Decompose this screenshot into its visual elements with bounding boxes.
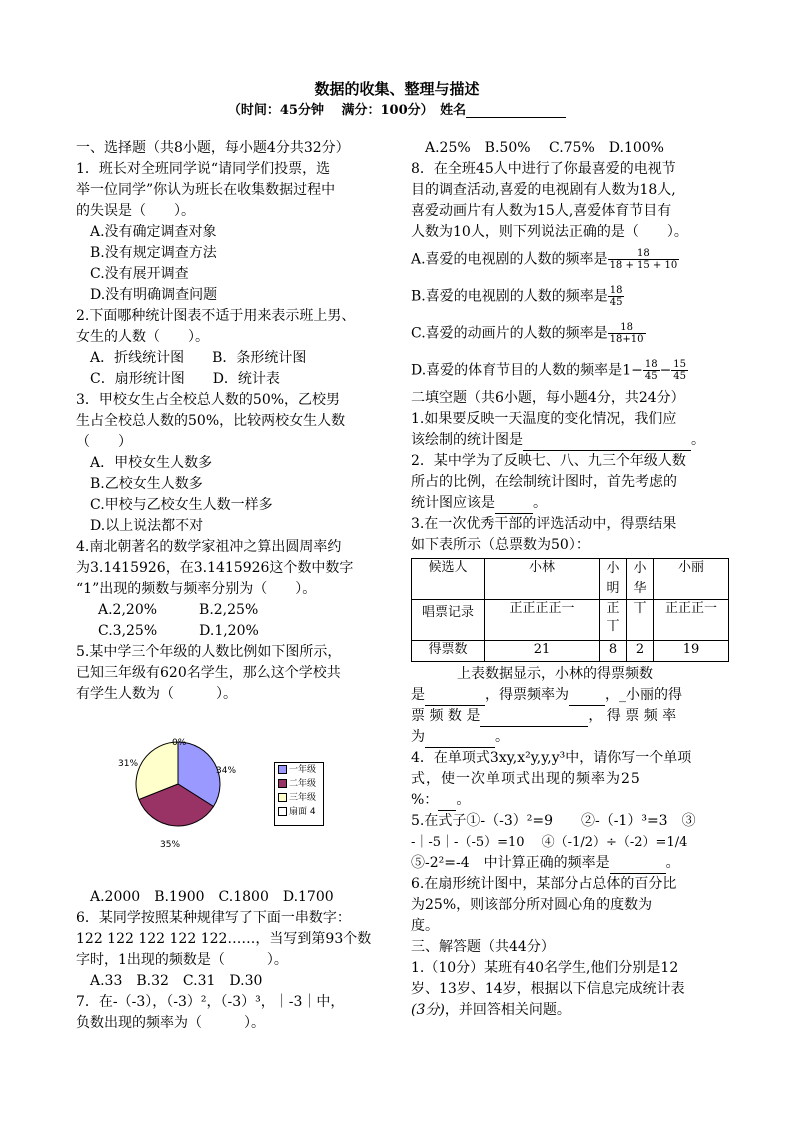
text-line: A.2000 B.1900 C.1800 D.1700	[90, 889, 334, 905]
text-line: 7．在-（-3），（-3）²，（-3）³，｜-3｜中，	[76, 994, 345, 1010]
text-line: D.没有明确调查问题	[90, 287, 218, 303]
table-cell: 2	[627, 641, 654, 662]
text-line: 女生的人数（ ）。	[76, 329, 209, 345]
legend-item: 三年级	[275, 791, 323, 805]
fill-3-line: 票 频 数 是 ， 得 票 频 率	[411, 706, 731, 727]
fill-6: 6.在扇形统计图中，某部分占总体的百分比	[411, 876, 677, 892]
pie-label-left: 31%	[118, 759, 139, 769]
pie-label-right: 34%	[216, 766, 237, 776]
fill-5: 5.在式子①-（-3）²=9 ②-（-1）³=3 ③	[411, 813, 696, 829]
solve-1: 岁、13岁、14岁，根据以下信息完成统计表	[411, 981, 685, 997]
answer-blank[interactable]	[610, 857, 666, 874]
table-cell: 小明	[600, 559, 627, 600]
fill-2-line: 统计图应该是 。	[411, 493, 731, 514]
q8-line: 目的调查活动,喜爱的电视剧有人数为18人,	[411, 182, 676, 198]
text-line: A．折线统计图 B．条形统计图	[90, 350, 307, 366]
fill-3: 如下表所示（总票数为50）：	[411, 537, 590, 553]
legend-swatch	[278, 765, 287, 774]
fill-2: 2．某中学为了反映七、八、九三个年级人数	[411, 453, 686, 469]
q8-option-d: D.喜爱的体育节目的人数的频率是1− $\frac{18}{45}$ − $\frac{15}{45}$	[411, 359, 687, 382]
table-cell: 19	[654, 641, 729, 662]
pie-label-top: 0%	[172, 738, 187, 748]
left-column-bottom	[76, 887, 396, 1034]
text-line: （ ）	[76, 434, 132, 450]
answer-blank[interactable]	[425, 731, 495, 748]
q8-option-a: A.喜爱的电视剧的人数的频率是 $\frac{18}{18 + 15 + 10}$	[411, 248, 678, 271]
table-cell: 正丅	[600, 600, 627, 641]
table-cell: 21	[485, 641, 600, 662]
fill-3: 上表数据显示，小林的得票频数	[457, 666, 653, 682]
text-line: 3．甲校女生占全校总人数的50%，乙校男	[76, 392, 341, 408]
text-line: 5.某中学三个年级的人数比例如下图所示，	[76, 644, 342, 660]
q8-line: 喜爱动画片有人数为15人,喜爱体育节目有	[411, 203, 672, 219]
fill-6: 为25%，则该部分所对圆心角的度数为	[411, 897, 653, 913]
text-line: C.甲校与乙校女生人数一样多	[90, 497, 273, 513]
table-cell: 得票数	[412, 641, 485, 662]
text-line: A.33 B.32 C.31 D.30	[90, 973, 263, 989]
fill-5: -｜-5｜-（-5）=10 ④（-1/2）÷（-2）=1/4	[411, 835, 688, 850]
left-column-top	[76, 138, 396, 705]
answer-blank[interactable]	[480, 710, 588, 727]
text-line: 4.南北朝著名的数学家祖冲之算出圆周率约	[76, 539, 342, 555]
text-line: 有学生人数为（ ）。	[76, 686, 237, 702]
text-line: 举一位同学”你认为班长在收集数据过程中	[76, 182, 336, 198]
answer-blank[interactable]	[425, 689, 485, 706]
solve-1-line: (3分)，并回答相关问题。	[411, 1002, 571, 1018]
right-column	[411, 138, 731, 1021]
table-cell: 唱票记录	[412, 600, 485, 641]
page-title: 数据的收集、整理与描述	[314, 80, 480, 98]
fill-4: 4．在单项式3xy,x²y,y,y³中，请你写一个单项	[411, 750, 692, 766]
fill-4-line: %： 。	[411, 790, 731, 811]
table-cell: 正正正正一	[485, 600, 600, 641]
q8-line: 8．在全班45人中进行了你最喜爱的电视节	[411, 161, 676, 177]
table-row	[412, 641, 729, 662]
text-line: 为3.1415926，在3.1415926这个数中数字	[76, 560, 354, 576]
text-line: D.以上说法都不对	[90, 518, 204, 534]
solve-1: 1.（10分）某班有40名学生,他们分别是12	[411, 960, 679, 976]
text-line: 生占全校总人数的50%，比较两校女生人数	[76, 413, 346, 429]
fraction: $\frac{15}{45}$	[673, 359, 687, 382]
section-2-heading: 二填空题（共6小题，每小题4分，共24分）	[411, 390, 685, 406]
legend-item: 二年级	[275, 777, 323, 791]
text-line: A.2,20% B.2,25%	[98, 602, 259, 618]
vote-table	[411, 558, 729, 662]
q8-line: 人数为10人，则下列说法正确的是（ ）。	[411, 224, 688, 240]
fraction: $\frac{18}{18+10}$	[609, 322, 644, 345]
text-line: 1．班长对全班同学说“请同学们投票，选	[76, 161, 331, 177]
page-subtitle	[0, 99, 794, 118]
answer-blank[interactable]	[569, 689, 605, 706]
legend-item: 扇面 4	[275, 805, 323, 819]
fraction: $\frac{18}{45}$	[644, 359, 658, 382]
fill-6: 度。	[411, 918, 439, 934]
table-cell: 候选人	[412, 559, 485, 600]
text-line: B.没有规定调查方法	[90, 245, 217, 261]
grade-pie-chart	[120, 736, 270, 856]
table-row	[412, 600, 729, 641]
text-line: 2.下面哪种统计图表不适于用来表示班上男、	[76, 308, 356, 324]
fill-3-line: 是 ，得票频率为 ，_小丽的得	[411, 685, 731, 706]
fraction: $\frac{18}{45}$	[609, 285, 623, 308]
table-row	[412, 559, 729, 600]
fraction: $\frac{18}{18 + 15 + 10}$	[609, 248, 678, 271]
pie-label-bottom: 35%	[160, 840, 181, 850]
fill-3-line: 为 。	[411, 727, 731, 748]
text-line: B.乙校女生人数多	[90, 476, 203, 492]
fill-5-line: ⑤-2²=-4 中计算正确的频率是 。	[411, 853, 731, 874]
legend-swatch	[278, 807, 287, 816]
text-line: 一、选择题（共8小题，每小题4分共32分）	[76, 140, 350, 156]
answer-blank[interactable]	[523, 434, 691, 451]
answer-blank[interactable]	[438, 794, 456, 811]
table-cell: 小丽	[654, 559, 729, 600]
fill-4: 式，使一次单项式出现的频率为25	[411, 771, 641, 787]
subtitle-text: （时间：45分钟 满分：100分） 姓名	[227, 103, 467, 118]
q8-option-b: B.喜爱的电视剧的人数的频率是 $\frac{18}{45}$	[411, 285, 623, 308]
text-line: “1”出现的频数与频率分别为（ ）。	[76, 581, 317, 597]
table-cell: 小华	[627, 559, 654, 600]
text-line: 字时，1出现的频数是（ ）。	[76, 952, 288, 968]
table-cell: 8	[600, 641, 627, 662]
fill-1-line: 该绘制的统计图是 。	[411, 430, 731, 451]
name-blank[interactable]	[466, 103, 566, 118]
legend-swatch	[278, 779, 287, 788]
text-line: C.3,25% D.1,20%	[98, 623, 259, 639]
fill-1: 1.如果要反映一天温度的变化情况，我们应	[411, 411, 677, 427]
text-line: C．扇形统计图 D．统计表	[90, 371, 280, 387]
q8-option-c: C.喜爱的动画片的人数的频率是 $\frac{18}{18+10}$	[411, 322, 644, 345]
text-line: 122 122 122 122 122……，当写到第93个数	[76, 931, 372, 947]
section-3-heading: 三、解答题（共44分）	[411, 939, 555, 955]
fill-2: 所占的比例，在绘制统计图时，首先考虑的	[411, 474, 677, 490]
text-line: C.没有展开调查	[90, 266, 189, 282]
legend-item: 一年级	[275, 763, 323, 777]
text-line: 负数出现的频率为（ ）。	[76, 1015, 265, 1031]
text-line: A.没有确定调查对象	[90, 224, 217, 240]
answer-blank[interactable]	[495, 497, 533, 514]
pie-legend	[274, 762, 324, 826]
table-cell: 正正正一	[654, 600, 729, 641]
text-line: 已知三年级有620名学生，那么这个学校共	[76, 665, 341, 681]
text-line: 的失误是（ ）。	[76, 203, 195, 219]
table-cell: 丅	[627, 600, 654, 641]
legend-swatch	[278, 793, 287, 802]
text-line: A．甲校女生人数多	[90, 455, 213, 471]
fill-3: 3.在一次优秀干部的评选活动中，得票结果	[411, 516, 677, 532]
q7-options: A.25% B.50% C.75% D.100%	[425, 140, 664, 156]
table-cell: 小林	[485, 559, 600, 600]
text-line: 6．某同学按照某种规律写了下面一串数字：	[76, 910, 351, 926]
